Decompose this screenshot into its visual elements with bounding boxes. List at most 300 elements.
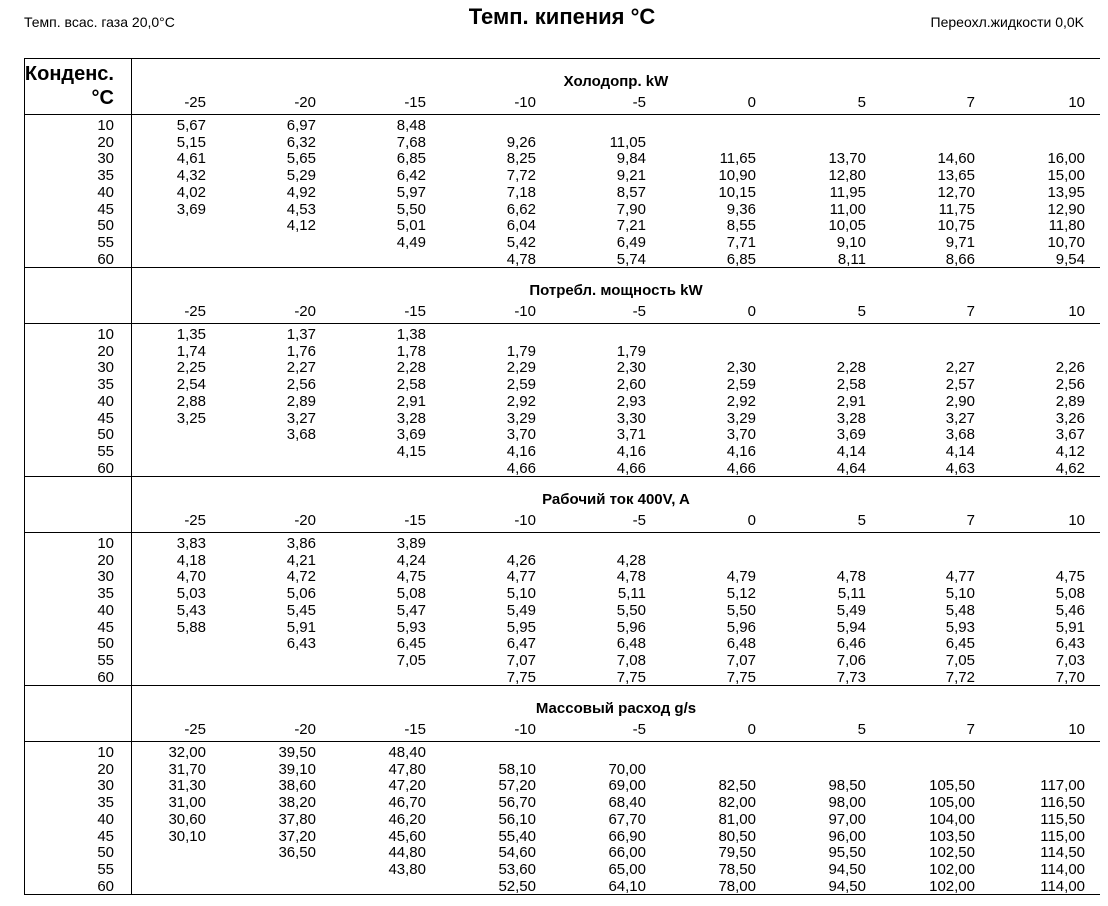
table-cell: 6,48 bbox=[616, 635, 646, 653]
column-header: -15 bbox=[404, 512, 426, 529]
row-label: 30 bbox=[97, 150, 114, 168]
column-header: 5 bbox=[857, 303, 866, 320]
table-cell: 55,40 bbox=[498, 827, 536, 845]
table-cell: 2,27 bbox=[945, 359, 975, 377]
table-cell: 10,05 bbox=[828, 217, 866, 235]
row-label: 55 bbox=[97, 442, 114, 460]
row-label: 30 bbox=[97, 568, 114, 586]
table-cell: 7,08 bbox=[616, 651, 646, 669]
table-cell: 4,79 bbox=[726, 568, 756, 586]
table-cell: 3,28 bbox=[836, 409, 866, 427]
table-cell: 7,75 bbox=[616, 668, 646, 686]
table-cell: 2,58 bbox=[396, 376, 426, 394]
table-cell: 3,28 bbox=[396, 409, 426, 427]
table-cell: 7,03 bbox=[1055, 651, 1085, 669]
performance-table bbox=[24, 58, 1100, 896]
row-label: 45 bbox=[97, 200, 114, 218]
table-cell: 67,70 bbox=[608, 810, 646, 828]
table-cell: 4,72 bbox=[286, 568, 316, 586]
table-cell: 6,85 bbox=[726, 250, 756, 268]
table-cell: 4,75 bbox=[396, 568, 426, 586]
column-header: 10 bbox=[1068, 303, 1085, 320]
table-cell: 5,10 bbox=[945, 585, 975, 603]
table-cell: 38,60 bbox=[278, 777, 316, 795]
table-cell: 32,00 bbox=[168, 744, 206, 761]
column-header: -5 bbox=[632, 303, 646, 320]
table-cell: 8,55 bbox=[726, 217, 756, 235]
row-label: 55 bbox=[97, 233, 114, 251]
table-cell: 37,80 bbox=[278, 810, 316, 828]
table-cell: 5,95 bbox=[506, 618, 536, 636]
table-cell: 82,50 bbox=[718, 777, 756, 795]
table-cell: 82,00 bbox=[718, 794, 756, 812]
row-label: 30 bbox=[97, 359, 114, 377]
table-cell: 13,65 bbox=[937, 167, 975, 185]
table-cell: 6,45 bbox=[396, 635, 426, 653]
table-cell: 4,61 bbox=[176, 150, 206, 168]
condensing-temp-label bbox=[10, 62, 114, 110]
row-label: 20 bbox=[97, 342, 114, 360]
table-cell: 11,80 bbox=[1048, 217, 1085, 235]
section-title: Массовый расход g/s bbox=[535, 700, 697, 717]
table-cell: 4,24 bbox=[396, 551, 426, 569]
section-title: Холодопр. kW bbox=[563, 73, 669, 90]
table-cell: 5,65 bbox=[286, 150, 316, 168]
table-cell: 102,00 bbox=[929, 860, 975, 878]
table-cell: 47,20 bbox=[388, 777, 426, 795]
table-cell: 4,66 bbox=[726, 459, 756, 477]
table-cell: 3,70 bbox=[726, 426, 756, 444]
section-title: Потребл. мощность kW bbox=[529, 282, 703, 299]
table-cell: 5,93 bbox=[396, 618, 426, 636]
table-cell: 2,29 bbox=[506, 359, 536, 377]
table-cell: 11,05 bbox=[609, 133, 646, 151]
table-cell: 58,10 bbox=[498, 760, 536, 778]
table-cell: 11,95 bbox=[829, 183, 866, 201]
column-header: -10 bbox=[514, 303, 536, 320]
table-cell: 5,03 bbox=[176, 585, 206, 603]
table-cell: 115,50 bbox=[1040, 810, 1085, 828]
table-cell: 5,50 bbox=[616, 601, 646, 619]
table-cell: 9,10 bbox=[836, 233, 866, 251]
table-cell: 4,66 bbox=[616, 459, 646, 477]
table-cell: 4,62 bbox=[1055, 459, 1085, 477]
column-header: 5 bbox=[857, 721, 866, 738]
table-cell: 6,43 bbox=[1055, 635, 1085, 653]
table-cell: 5,49 bbox=[836, 601, 866, 619]
table-cell: 14,60 bbox=[937, 150, 975, 168]
table-cell: 6,62 bbox=[506, 200, 536, 218]
table-cell: 37,20 bbox=[278, 827, 316, 845]
table-cell: 104,00 bbox=[929, 810, 975, 828]
table-cell: 52,50 bbox=[498, 877, 536, 895]
table-cell: 5,50 bbox=[396, 200, 426, 218]
row-label: 50 bbox=[97, 426, 114, 444]
table-cell: 1,37 bbox=[286, 326, 316, 343]
table-cell: 56,70 bbox=[498, 794, 536, 812]
table-bottom-rule bbox=[24, 894, 1100, 895]
table-cell: 80,50 bbox=[718, 827, 756, 845]
table-cell: 1,79 bbox=[616, 342, 646, 360]
row-label: 10 bbox=[97, 326, 114, 343]
table-cell: 5,91 bbox=[1055, 618, 1085, 636]
table-cell: 4,14 bbox=[836, 442, 866, 460]
table-cell: 6,43 bbox=[286, 635, 316, 653]
table-cell: 4,16 bbox=[506, 442, 536, 460]
table-cell: 5,91 bbox=[286, 618, 316, 636]
column-header: 0 bbox=[747, 512, 756, 529]
table-cell: 4,26 bbox=[506, 551, 536, 569]
table-cell: 1,74 bbox=[176, 342, 206, 360]
column-header: -5 bbox=[632, 721, 646, 738]
table-cell: 5,47 bbox=[396, 601, 426, 619]
section-top-rule bbox=[24, 476, 1100, 477]
table-cell: 2,30 bbox=[616, 359, 646, 377]
table-cell: 4,49 bbox=[396, 233, 426, 251]
table-cell: 9,36 bbox=[726, 200, 756, 218]
row-label: 10 bbox=[97, 744, 114, 761]
table-cell: 117,00 bbox=[1040, 777, 1085, 795]
column-header: -25 bbox=[184, 303, 206, 320]
table-cell: 95,50 bbox=[828, 844, 866, 862]
table-cell: 31,30 bbox=[168, 777, 206, 795]
table-cell: 5,42 bbox=[506, 233, 536, 251]
table-cell: 65,00 bbox=[608, 860, 646, 878]
table-cell: 7,71 bbox=[726, 233, 756, 251]
table-cell: 7,18 bbox=[506, 183, 536, 201]
table-cell: 2,30 bbox=[726, 359, 756, 377]
table-cell: 3,30 bbox=[616, 409, 646, 427]
table-cell: 105,50 bbox=[929, 777, 975, 795]
table-cell: 4,66 bbox=[506, 459, 536, 477]
table-cell: 4,77 bbox=[945, 568, 975, 586]
table-cell: 4,63 bbox=[945, 459, 975, 477]
row-label: 40 bbox=[97, 810, 114, 828]
table-cell: 9,71 bbox=[945, 233, 975, 251]
header-right: Переохл.жидкости 0,0K bbox=[930, 14, 1084, 30]
row-label: 50 bbox=[97, 635, 114, 653]
column-header: 10 bbox=[1068, 721, 1085, 738]
column-header: -25 bbox=[184, 721, 206, 738]
row-label: 20 bbox=[97, 760, 114, 778]
table-cell: 3,69 bbox=[176, 200, 206, 218]
row-label: 20 bbox=[97, 133, 114, 151]
table-cell: 66,90 bbox=[608, 827, 646, 845]
table-cell: 2,90 bbox=[945, 392, 975, 410]
table-cell: 5,08 bbox=[1055, 585, 1085, 603]
table-cell: 4,16 bbox=[616, 442, 646, 460]
table-cell: 6,48 bbox=[726, 635, 756, 653]
table-cell: 13,95 bbox=[1047, 183, 1085, 201]
section-header-rule bbox=[24, 323, 1100, 324]
row-label: 40 bbox=[97, 601, 114, 619]
row-label: 45 bbox=[97, 827, 114, 845]
table-cell: 3,68 bbox=[286, 426, 316, 444]
table-cell: 4,12 bbox=[286, 217, 316, 235]
column-header: 0 bbox=[747, 94, 756, 111]
table-cell: 1,38 bbox=[396, 326, 426, 343]
table-cell: 103,50 bbox=[929, 827, 975, 845]
table-cell: 69,00 bbox=[608, 777, 646, 795]
table-cell: 7,75 bbox=[506, 668, 536, 686]
table-cell: 7,07 bbox=[506, 651, 536, 669]
table-cell: 3,25 bbox=[176, 409, 206, 427]
table-cell: 31,00 bbox=[168, 794, 206, 812]
table-cell: 43,80 bbox=[388, 860, 426, 878]
table-cell: 39,50 bbox=[278, 744, 316, 761]
column-header: 7 bbox=[966, 303, 975, 320]
table-cell: 7,05 bbox=[945, 651, 975, 669]
row-label: 45 bbox=[97, 618, 114, 636]
table-cell: 98,00 bbox=[828, 794, 866, 812]
table-cell: 64,10 bbox=[608, 877, 646, 895]
table-cell: 8,57 bbox=[616, 183, 646, 201]
table-cell: 2,56 bbox=[286, 376, 316, 394]
table-cell: 5,01 bbox=[396, 217, 426, 235]
table-cell: 102,00 bbox=[929, 877, 975, 895]
table-cell: 2,93 bbox=[616, 392, 646, 410]
table-cell: 79,50 bbox=[718, 844, 756, 862]
table-cell: 5,11 bbox=[617, 585, 646, 603]
table-cell: 68,40 bbox=[608, 794, 646, 812]
column-header: -20 bbox=[294, 94, 316, 111]
table-cell: 4,14 bbox=[945, 442, 975, 460]
table-cell: 94,50 bbox=[828, 860, 866, 878]
table-cell: 4,28 bbox=[616, 551, 646, 569]
table-cell: 3,69 bbox=[396, 426, 426, 444]
condensing-label-unit: °C bbox=[91, 87, 114, 109]
table-cell: 5,74 bbox=[616, 250, 646, 268]
table-cell: 47,80 bbox=[388, 760, 426, 778]
section-header-rule bbox=[24, 741, 1100, 742]
column-header: 7 bbox=[966, 512, 975, 529]
table-cell: 36,50 bbox=[278, 844, 316, 862]
table-cell: 1,76 bbox=[286, 342, 316, 360]
column-header: -15 bbox=[404, 721, 426, 738]
table-cell: 5,29 bbox=[286, 167, 316, 185]
table-cell: 46,70 bbox=[388, 794, 426, 812]
table-cell: 5,11 bbox=[837, 585, 866, 603]
table-cell: 16,00 bbox=[1047, 150, 1085, 168]
row-label: 40 bbox=[97, 392, 114, 410]
table-cell: 6,42 bbox=[396, 167, 426, 185]
row-label: 35 bbox=[97, 376, 114, 394]
table-cell: 57,20 bbox=[498, 777, 536, 795]
table-cell: 78,50 bbox=[718, 860, 756, 878]
table-cell: 5,45 bbox=[286, 601, 316, 619]
table-cell: 2,88 bbox=[176, 392, 206, 410]
table-cell: 8,11 bbox=[837, 250, 866, 268]
section-title: Рабочий ток 400V, A bbox=[542, 491, 690, 508]
table-cell: 5,96 bbox=[726, 618, 756, 636]
table-cell: 5,08 bbox=[396, 585, 426, 603]
header-left: Темп. всас. газа 20,0°C bbox=[24, 14, 175, 30]
table-cell: 94,50 bbox=[828, 877, 866, 895]
table-cell: 6,47 bbox=[506, 635, 536, 653]
table-cell: 39,10 bbox=[278, 760, 316, 778]
table-cell: 5,49 bbox=[506, 601, 536, 619]
section-header-rule bbox=[24, 532, 1100, 533]
table-cell: 4,21 bbox=[286, 551, 316, 569]
row-label: 35 bbox=[97, 167, 114, 185]
column-header: 10 bbox=[1068, 512, 1085, 529]
table-cell: 12,70 bbox=[937, 183, 975, 201]
table-cell: 7,70 bbox=[1055, 668, 1085, 686]
row-label: 55 bbox=[97, 860, 114, 878]
table-cell: 81,00 bbox=[718, 810, 756, 828]
table-cell: 4,12 bbox=[1055, 442, 1085, 460]
table-cell: 5,46 bbox=[1055, 601, 1085, 619]
table-cell: 2,27 bbox=[286, 359, 316, 377]
table-cell: 11,00 bbox=[829, 200, 866, 218]
column-header: -15 bbox=[404, 303, 426, 320]
table-cell: 102,50 bbox=[929, 844, 975, 862]
table-cell: 8,66 bbox=[945, 250, 975, 268]
table-cell: 6,46 bbox=[836, 635, 866, 653]
table-cell: 2,57 bbox=[945, 376, 975, 394]
column-header: 5 bbox=[857, 94, 866, 111]
table-cell: 4,70 bbox=[176, 568, 206, 586]
table-cell: 5,50 bbox=[726, 601, 756, 619]
table-cell: 2,56 bbox=[1055, 376, 1085, 394]
row-label: 35 bbox=[97, 794, 114, 812]
table-cell: 45,60 bbox=[388, 827, 426, 845]
table-cell: 9,84 bbox=[616, 150, 646, 168]
table-cell: 2,91 bbox=[396, 392, 426, 410]
table-cell: 4,53 bbox=[286, 200, 316, 218]
table-cell: 4,75 bbox=[1055, 568, 1085, 586]
table-cell: 5,48 bbox=[945, 601, 975, 619]
row-label: 30 bbox=[97, 777, 114, 795]
column-header: -10 bbox=[514, 721, 536, 738]
table-cell: 8,25 bbox=[506, 150, 536, 168]
column-header: -15 bbox=[404, 94, 426, 111]
column-header: -25 bbox=[184, 94, 206, 111]
table-cell: 3,27 bbox=[945, 409, 975, 427]
row-label: 50 bbox=[97, 217, 114, 235]
table-cell: 2,25 bbox=[176, 359, 206, 377]
table-cell: 1,78 bbox=[396, 342, 426, 360]
row-label: 10 bbox=[97, 117, 114, 134]
table-cell: 12,90 bbox=[1047, 200, 1085, 218]
table-cell: 7,72 bbox=[945, 668, 975, 686]
table-cell: 5,12 bbox=[726, 585, 756, 603]
row-label: 60 bbox=[97, 459, 114, 477]
table-cell: 9,54 bbox=[1055, 250, 1085, 268]
table-cell: 3,86 bbox=[286, 535, 316, 552]
row-label: 40 bbox=[97, 183, 114, 201]
table-cell: 2,92 bbox=[726, 392, 756, 410]
table-cell: 6,32 bbox=[286, 133, 316, 151]
table-cell: 4,77 bbox=[506, 568, 536, 586]
column-header: 0 bbox=[747, 721, 756, 738]
column-header: 10 bbox=[1068, 94, 1085, 111]
table-cell: 105,00 bbox=[929, 794, 975, 812]
row-label: 20 bbox=[97, 551, 114, 569]
table-cell: 11,75 bbox=[938, 200, 975, 218]
table-cell: 114,00 bbox=[1040, 860, 1085, 878]
table-cell: 6,45 bbox=[945, 635, 975, 653]
table-cell: 10,90 bbox=[718, 167, 756, 185]
section-top-rule bbox=[24, 267, 1100, 268]
table-cell: 9,26 bbox=[506, 133, 536, 151]
table-cell: 3,29 bbox=[506, 409, 536, 427]
table-cell: 3,29 bbox=[726, 409, 756, 427]
table-cell: 98,50 bbox=[828, 777, 866, 795]
table-cell: 3,69 bbox=[836, 426, 866, 444]
table-cell: 2,59 bbox=[726, 376, 756, 394]
table-cell: 7,05 bbox=[396, 651, 426, 669]
row-label: 10 bbox=[97, 535, 114, 552]
table-cell: 53,60 bbox=[498, 860, 536, 878]
column-header: 0 bbox=[747, 303, 756, 320]
row-label: 45 bbox=[97, 409, 114, 427]
column-header: -10 bbox=[514, 512, 536, 529]
table-cell: 7,72 bbox=[506, 167, 536, 185]
column-header: -20 bbox=[294, 721, 316, 738]
table-cell: 4,02 bbox=[176, 183, 206, 201]
table-cell: 3,27 bbox=[286, 409, 316, 427]
table-cell: 38,20 bbox=[278, 794, 316, 812]
table-cell: 4,32 bbox=[176, 167, 206, 185]
table-cell: 13,70 bbox=[828, 150, 866, 168]
table-cell: 66,00 bbox=[608, 844, 646, 862]
table-cell: 4,18 bbox=[176, 551, 206, 569]
table-cell: 5,10 bbox=[506, 585, 536, 603]
table-cell: 15,00 bbox=[1047, 167, 1085, 185]
table-cell: 11,65 bbox=[719, 150, 756, 168]
table-cell: 4,64 bbox=[836, 459, 866, 477]
row-label: 60 bbox=[97, 668, 114, 686]
table-cell: 96,00 bbox=[828, 827, 866, 845]
table-cell: 2,59 bbox=[506, 376, 536, 394]
table-cell: 7,06 bbox=[836, 651, 866, 669]
table-cell: 7,73 bbox=[836, 668, 866, 686]
column-header: -5 bbox=[632, 512, 646, 529]
row-label: 35 bbox=[97, 585, 114, 603]
table-cell: 48,40 bbox=[388, 744, 426, 761]
column-header: -25 bbox=[184, 512, 206, 529]
table-cell: 5,93 bbox=[945, 618, 975, 636]
table-cell: 5,88 bbox=[176, 618, 206, 636]
table-cell: 5,94 bbox=[836, 618, 866, 636]
table-cell: 5,43 bbox=[176, 601, 206, 619]
table-cell: 4,16 bbox=[726, 442, 756, 460]
table-cell: 115,00 bbox=[1040, 827, 1085, 845]
table-cell: 12,80 bbox=[828, 167, 866, 185]
table-cell: 3,70 bbox=[506, 426, 536, 444]
table-cell: 114,50 bbox=[1040, 844, 1085, 862]
table-cell: 7,21 bbox=[616, 217, 646, 235]
table-cell: 30,60 bbox=[168, 810, 206, 828]
table-cell: 7,75 bbox=[726, 668, 756, 686]
table-cell: 6,85 bbox=[396, 150, 426, 168]
row-label: 60 bbox=[97, 250, 114, 268]
table-cell: 3,89 bbox=[396, 535, 426, 552]
section-header-rule bbox=[24, 114, 1100, 115]
column-header: -20 bbox=[294, 303, 316, 320]
table-cell: 5,96 bbox=[616, 618, 646, 636]
column-header: 7 bbox=[966, 721, 975, 738]
table-cell: 7,90 bbox=[616, 200, 646, 218]
table-cell: 9,21 bbox=[616, 167, 646, 185]
table-cell: 10,15 bbox=[718, 183, 756, 201]
table-cell: 2,28 bbox=[836, 359, 866, 377]
table-cell: 3,67 bbox=[1055, 426, 1085, 444]
table-cell: 10,75 bbox=[937, 217, 975, 235]
table-cell: 44,80 bbox=[388, 844, 426, 862]
table-cell: 116,50 bbox=[1040, 794, 1085, 812]
